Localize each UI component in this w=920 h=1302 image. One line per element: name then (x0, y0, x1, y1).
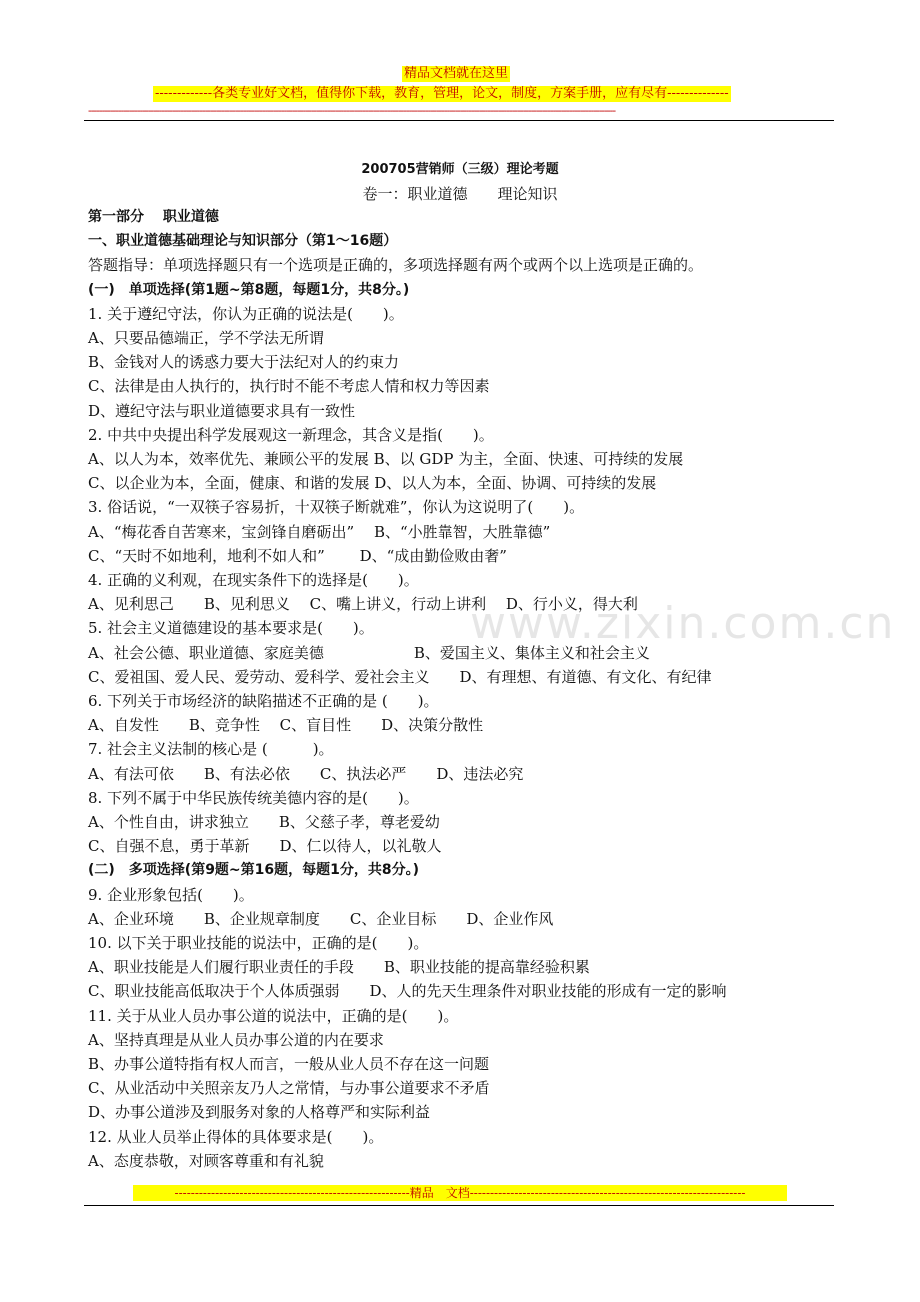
question-line: A、社会公德、职业道德、家庭美德 B、爱国主义、集体主义和社会主义 (88, 643, 650, 662)
question-line: 3. 俗话说，“一双筷子容易折，十双筷子断就难”，你认为这说明了( )。 (88, 498, 585, 517)
section-heading: (一) 单项选择(第1题~第8题，每题1分，共8分。) (88, 281, 410, 298)
question-line: 2. 中共中央提出科学发展观这一新理念，其含义是指( )。 (88, 425, 494, 444)
section-heading: (二) 多项选择(第9题~第16题，每题1分，共8分。) (88, 862, 420, 879)
question-line: D、办事公道涉及到服务对象的人格尊严和实际利益 (88, 1103, 431, 1122)
question-line: 9. 企业形象包括( )。 (88, 885, 254, 904)
question-line: A、企业环境 B、企业规章制度 C、企业目标 D、企业作风 (88, 909, 554, 928)
watermark: www.zixin.com.cn (470, 598, 896, 649)
section-heading: 第一部分 职业道德 (88, 209, 219, 225)
question-line: 5. 社会主义道德建设的基本要求是( )。 (88, 619, 374, 638)
page-subtitle: 卷一：职业道德 理论知识 (362, 185, 558, 203)
question-line: C、自强不息，勇于革新 D、仁以待人，以礼敬人 (88, 837, 442, 856)
question-line: 11. 关于从业人员办事公道的说法中，正确的是( )。 (88, 1006, 459, 1025)
question-line: 4. 正确的义利观，在现实条件下的选择是( )。 (88, 571, 419, 589)
question-line: 7. 社会主义法制的核心是 ( )。 (88, 740, 334, 759)
question-line: A、见利思己 B、见利思义 C、嘴上讲义，行动上讲利 D、行小义，得大利 (88, 595, 638, 614)
footer-rule (84, 1205, 834, 1206)
question-line: C、爱祖国、爱人民、爱劳动、爱科学、爱社会主义 D、有理想、有道德、有文化、有纪律 (88, 667, 712, 686)
section-heading: 一、职业道德基础理论与知识部分（第1～16题） (88, 233, 398, 250)
header-banner-slogan: -------------各类专业好文档，值得你下载，教育，管理，论文，制度，方案手册，应有尽有-------------- (155, 86, 729, 101)
header-banner-title: 精品文档就在这里 (404, 66, 509, 81)
question-line: A、以人为本，效率优先、兼顾公平的发展 B、以 GDP 为主，全面、快速、可持续的发展 (88, 450, 684, 468)
question-line: A、只要品德端正，学不学法无所谓 (88, 329, 324, 347)
question-line: A、有法可依 B、有法必依 C、执法必严 D、违法必究 (88, 764, 524, 783)
question-line: A、态度恭敬，对顾客尊重和有礼貌 (88, 1151, 324, 1170)
question-line: A、自发性 B、竞争性 C、盲目性 D、决策分散性 (88, 716, 484, 735)
question-line: 12. 从业人员举止得体的具体要求是( )。 (88, 1127, 384, 1146)
question-line: 8. 下列不属于中华民族传统美德内容的是( )。 (88, 788, 419, 807)
question-line: C、“天时不如地利，地利不如人和” D、“成由勤俭败由奢” (88, 546, 507, 565)
footer-banner: ----------------------------------------------------------精品 文档-------------------------------------------------------------------- (133, 1185, 787, 1201)
question-line: 1. 关于遵纪守法，你认为正确的说法是( )。 (88, 304, 404, 323)
question-line: B、办事公道特指有权人而言，一般从业人员不存在这一问题 (88, 1055, 490, 1073)
question-line: B、金钱对人的诱惑力要大于法纪对人的约束力 (88, 353, 400, 372)
question-line: 6. 下列关于市场经济的缺陷描述不正确的是 ( )。 (88, 692, 439, 710)
question-line: A、坚持真理是从业人员办事公道的内在要求 (88, 1030, 384, 1049)
header-rule (84, 120, 834, 121)
question-line: D、遵纪守法与职业道德要求具有一致性 (88, 401, 356, 420)
question-line: A、职业技能是人们履行职业责任的手段 B、职业技能的提高靠经验积累 (88, 958, 590, 977)
question-line: C、从业活动中关照亲友乃人之常情，与办事公道要求不矛盾 (88, 1079, 490, 1098)
question-line: C、法律是由人执行的，执行时不能不考虑人情和权力等因素 (88, 377, 490, 396)
question-line: 答题指导：单项选择题只有一个选项是正确的，多项选择题有两个或两个以上选项是正确的。 (88, 256, 704, 275)
page-title: 200705营销师（三级）理论考题 (361, 162, 559, 177)
question-line: C、以企业为本，全面，健康、和谐的发展 D、以人为本，全面、协调、可持续的发展 (88, 474, 657, 493)
question-line: 10. 以下关于职业技能的说法中，正确的是( )。 (88, 934, 429, 952)
question-line: A、“梅花香自苦寒来，宝剑锋自磨砺出” B、“小胜靠智，大胜靠德” (88, 522, 551, 541)
question-line: A、个性自由，讲求独立 B、父慈子孝，尊老爱幼 (88, 813, 440, 831)
question-line: C、职业技能高低取决于个人体质强弱 D、人的先天生理条件对职业技能的形成有一定的影响 (88, 982, 727, 1001)
header-dash-line: -------------------------------------------------------------------------------------------------------------------------------------------------------------------------------------------------- (88, 105, 616, 117)
